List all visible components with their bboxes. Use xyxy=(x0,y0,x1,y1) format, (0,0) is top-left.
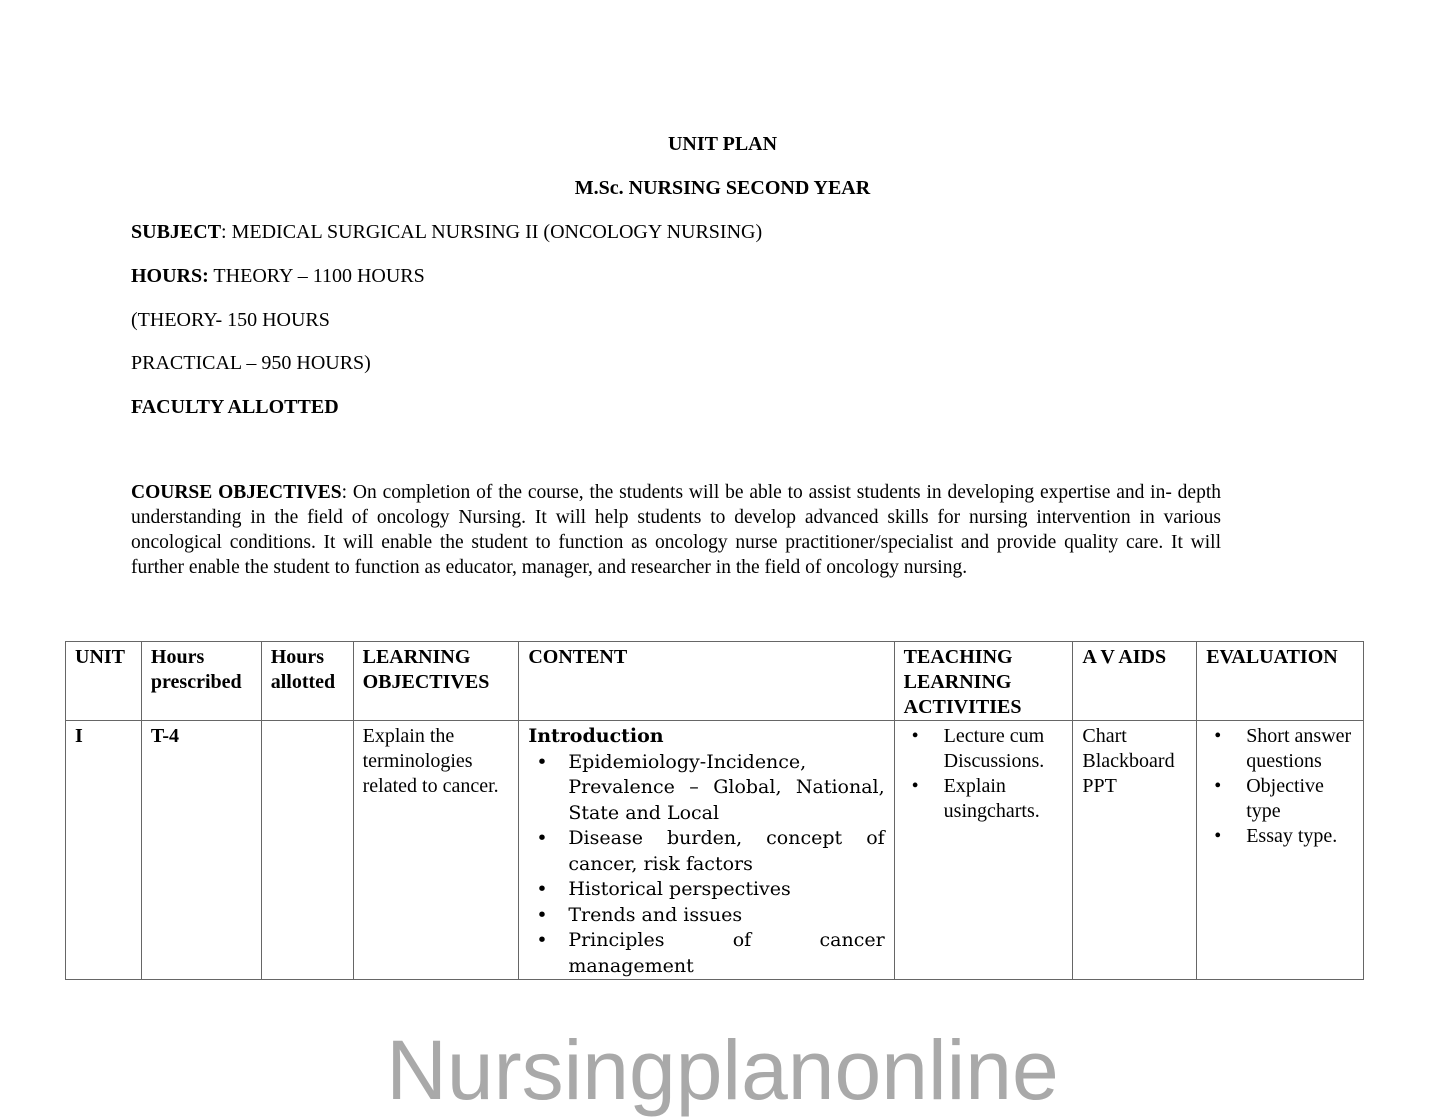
list-item: • Lecture cum Discussions. xyxy=(944,724,1064,774)
teaching-list xyxy=(904,724,1064,824)
cell-unit: I xyxy=(66,721,142,980)
header-content: CONTENT xyxy=(519,642,894,721)
cell-learning-objectives: Explain the terminologies related to cancer. xyxy=(353,721,519,980)
list-item: • Principles of cancer management xyxy=(568,928,884,979)
header-hours-prescribed: Hours prescribed xyxy=(141,642,261,721)
header-teaching-learning: TEACHING LEARNING ACTIVITIES xyxy=(894,642,1073,721)
subject-label: SUBJECT xyxy=(131,221,222,243)
av-aid-item: Blackboard xyxy=(1082,750,1175,772)
watermark: Nursingplanonline xyxy=(386,1023,1059,1117)
av-aid-item: PPT xyxy=(1082,775,1117,797)
list-item: • Explain usingcharts. xyxy=(944,774,1064,824)
cell-evaluation xyxy=(1197,721,1364,980)
header-hours-allotted: Hours allotted xyxy=(261,642,353,721)
list-item: • Trends and issues xyxy=(568,903,884,929)
cell-teaching-learning xyxy=(894,721,1073,980)
hours-value: THEORY – 1100 HOURS xyxy=(208,265,425,287)
practical-hours-line: PRACTICAL – 950 HOURS) xyxy=(131,352,371,374)
list-item: • Epidemiology-Incidence, Prevalence – Global, National, State and Local xyxy=(568,750,884,827)
list-item: • Short answer questions xyxy=(1246,724,1354,774)
unit-plan-table xyxy=(65,641,1364,980)
list-item: • Objective type xyxy=(1246,774,1354,824)
subject-value: : MEDICAL SURGICAL NURSING II (ONCOLOGY NURSING) xyxy=(221,221,763,243)
cell-hours-allotted xyxy=(261,721,353,980)
subject-line xyxy=(131,221,762,244)
course-objectives xyxy=(131,480,1221,580)
list-item: • Historical perspectives xyxy=(568,877,884,903)
page-title: UNIT PLAN xyxy=(667,133,778,155)
hours-label: HOURS: xyxy=(131,265,209,287)
list-item: • Disease burden, concept of cancer, risk factors xyxy=(568,826,884,877)
av-aid-item: Chart xyxy=(1082,725,1127,747)
faculty-allotted-line: FACULTY ALLOTTED xyxy=(131,396,339,418)
content-title: Introduction xyxy=(528,725,664,747)
table-header-row xyxy=(66,642,1364,721)
cell-content xyxy=(519,721,894,980)
header-learning-objectives: LEARNING OBJECTIVES xyxy=(353,642,519,721)
course-objectives-label: COURSE OBJECTIVES xyxy=(131,482,342,503)
header-unit: UNIT xyxy=(66,642,142,721)
course-objectives-text: : On completion of the course, the students will be able to assist students in developing expertise and in- depth understanding in the field of oncology Nursing. It will help students to develop advanced skills for nursing intervention in various oncological conditions. It will enable the student to function as oncology nurse practitioner/specialist and provide quality care. It will further enable the student to function as educator, manager, and researcher in the field of oncology nursing. xyxy=(131,482,1222,578)
content-list xyxy=(528,750,884,980)
page-subtitle: M.Sc. NURSING SECOND YEAR xyxy=(574,177,871,199)
cell-av-aids xyxy=(1073,721,1197,980)
evaluation-list xyxy=(1206,724,1354,849)
cell-hours-prescribed: T-4 xyxy=(141,721,261,980)
header-av-aids: A V AIDS xyxy=(1073,642,1197,721)
table-row xyxy=(66,721,1364,980)
list-item: • Essay type. xyxy=(1246,824,1354,849)
hours-line xyxy=(131,265,425,288)
theory-hours-line: (THEORY- 150 HOURS xyxy=(131,309,330,331)
header-evaluation: EVALUATION xyxy=(1197,642,1364,721)
